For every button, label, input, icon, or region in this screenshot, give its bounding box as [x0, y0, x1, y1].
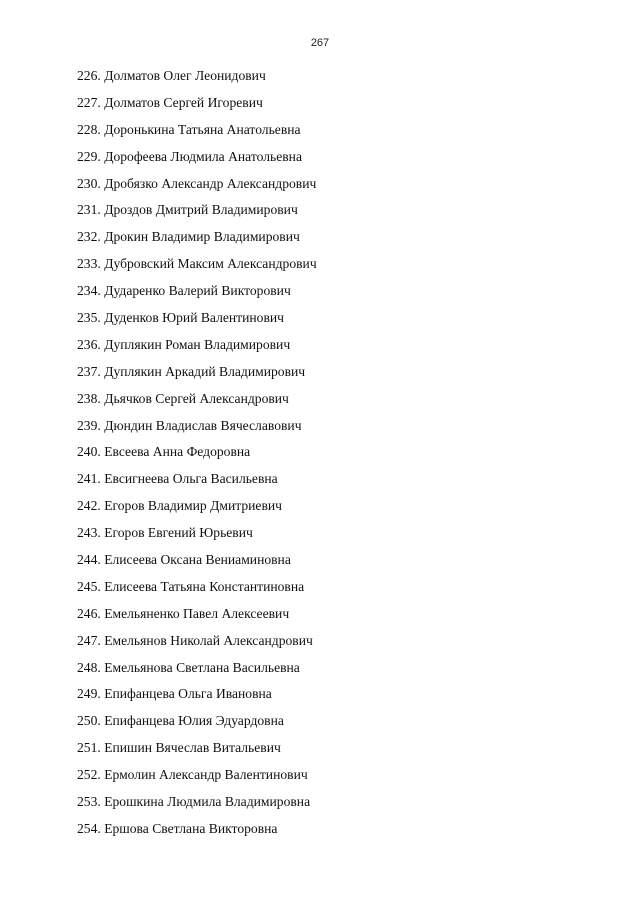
list-item: 253. Ерошкина Людмила Владимировна [77, 794, 311, 810]
list-item: 231. Дроздов Дмитрий Владимирович [77, 202, 298, 218]
list-item: 235. Дуденков Юрий Валентинович [77, 310, 284, 326]
page-number: 267 [310, 37, 330, 49]
list-item: 246. Емельяненко Павел Алексеевич [77, 605, 290, 621]
list-item: 230. Дробязко Александр Александрович [77, 175, 317, 191]
list-item: 232. Дрокин Владимир Владимирович [77, 229, 300, 245]
name-list [77, 63, 317, 843]
list-item: 254. Ершова Светлана Викторовна [77, 820, 278, 836]
list-item: 229. Дорофеева Людмила Анатольевна [77, 148, 302, 164]
list-item: 228. Доронькина Татьяна Анатольевна [77, 121, 301, 137]
list-item: 249. Епифанцева Ольга Ивановна [77, 686, 272, 702]
list-item: 252. Ермолин Александр Валентинович [77, 767, 308, 783]
list-item: 245. Елисеева Татьяна Константиновна [77, 578, 305, 594]
list-item: 247. Емельянов Николай Александрович [77, 632, 313, 648]
list-item: 241. Евсигнеева Ольга Васильевна [77, 471, 278, 487]
list-item: 242. Егоров Владимир Дмитриевич [77, 498, 282, 514]
list-item: 240. Евсеева Анна Федоровна [77, 444, 251, 460]
list-item: 251. Епишин Вячеслав Витальевич [77, 740, 281, 756]
list-item: 226. Долматов Олег Леонидович [77, 68, 266, 83]
list-item: 243. Егоров Евгений Юрьевич [77, 525, 253, 541]
list-item: 238. Дьячков Сергей Александрович [77, 390, 289, 406]
list-item: 244. Елисеева Оксана Вениаминовна [77, 552, 291, 568]
list-item: 234. Дударенко Валерий Викторович [77, 283, 291, 299]
list-item: 239. Дюндин Владислав Вячеславович [77, 417, 302, 433]
list-item: 250. Епифанцева Юлия Эдуардовна [77, 713, 284, 729]
list-item: 233. Дубровский Максим Александрович [77, 256, 317, 272]
list-item: 237. Дуплякин Аркадий Владимирович [77, 363, 306, 379]
list-item: 227. Долматов Сергей Игоревич [77, 94, 263, 110]
list-item: 248. Емельянова Светлана Васильевна [77, 659, 300, 675]
list-item: 236. Дуплякин Роман Владимирович [77, 336, 291, 352]
